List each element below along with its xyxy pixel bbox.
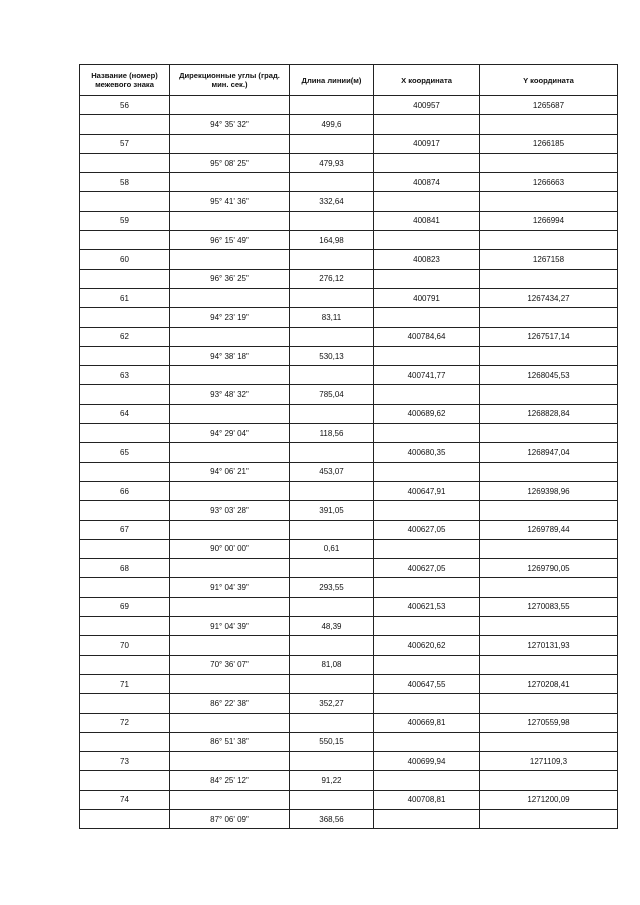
cell-x: 400621,53	[374, 597, 480, 616]
cell-x	[374, 115, 480, 134]
table-row-line	[80, 809, 618, 828]
cell-angle	[170, 752, 290, 771]
cell-angle: 86° 51' 38"	[170, 732, 290, 751]
cell-length	[290, 597, 374, 616]
cell-y	[480, 192, 618, 211]
table-row-point	[80, 752, 618, 771]
cell-x: 400669,81	[374, 713, 480, 732]
cell-name: 65	[80, 443, 170, 462]
cell-name: 73	[80, 752, 170, 771]
cell-name: 68	[80, 559, 170, 578]
cell-length	[290, 404, 374, 423]
cell-angle: 84° 25' 12"	[170, 771, 290, 790]
table-row-point	[80, 134, 618, 153]
cell-name: 67	[80, 520, 170, 539]
cell-x	[374, 308, 480, 327]
cell-angle	[170, 250, 290, 269]
cell-x	[374, 809, 480, 828]
cell-x	[374, 192, 480, 211]
cell-length: 81,08	[290, 655, 374, 674]
table-row-point	[80, 674, 618, 693]
table-row-line	[80, 192, 618, 211]
cell-y	[480, 732, 618, 751]
cell-y	[480, 153, 618, 172]
table-header-row	[80, 65, 618, 96]
cell-name	[80, 578, 170, 597]
table-row-point	[80, 250, 618, 269]
cell-angle	[170, 96, 290, 115]
cell-x: 400791	[374, 288, 480, 307]
cell-angle	[170, 713, 290, 732]
cell-length: 352,27	[290, 694, 374, 713]
cell-name: 60	[80, 250, 170, 269]
cell-x	[374, 694, 480, 713]
cell-length	[290, 366, 374, 385]
cell-name: 64	[80, 404, 170, 423]
cell-length: 391,05	[290, 501, 374, 520]
cell-name	[80, 501, 170, 520]
cell-x: 400917	[374, 134, 480, 153]
cell-angle: 94° 06' 21"	[170, 462, 290, 481]
table-row-line	[80, 501, 618, 520]
cell-y: 1271200,09	[480, 790, 618, 809]
table-row-point	[80, 288, 618, 307]
cell-length: 368,56	[290, 809, 374, 828]
cell-x	[374, 539, 480, 558]
cell-name	[80, 308, 170, 327]
cell-length	[290, 636, 374, 655]
cell-length: 479,93	[290, 153, 374, 172]
cell-y	[480, 501, 618, 520]
table-row-line	[80, 462, 618, 481]
cell-x	[374, 617, 480, 636]
cell-angle: 94° 29' 04"	[170, 424, 290, 443]
cell-x	[374, 385, 480, 404]
table-row-point	[80, 173, 618, 192]
cell-angle	[170, 520, 290, 539]
cell-name	[80, 346, 170, 365]
cell-x	[374, 346, 480, 365]
cell-y	[480, 809, 618, 828]
cell-length: 91,22	[290, 771, 374, 790]
cell-angle	[170, 674, 290, 693]
cell-x: 400957	[374, 96, 480, 115]
cell-length: 118,56	[290, 424, 374, 443]
cell-angle: 87° 06' 09"	[170, 809, 290, 828]
cell-y: 1269789,44	[480, 520, 618, 539]
cell-y: 1271109,3	[480, 752, 618, 771]
cell-y	[480, 115, 618, 134]
cell-length	[290, 250, 374, 269]
cell-x	[374, 771, 480, 790]
cell-angle	[170, 366, 290, 385]
cell-angle: 93° 48' 32"	[170, 385, 290, 404]
cell-angle	[170, 597, 290, 616]
cell-angle: 96° 15' 49"	[170, 231, 290, 250]
table-row-line	[80, 771, 618, 790]
header-length: Длина линии(м)	[290, 65, 374, 96]
cell-length	[290, 790, 374, 809]
cell-name	[80, 424, 170, 443]
cell-x: 400647,55	[374, 674, 480, 693]
cell-name	[80, 655, 170, 674]
cell-length	[290, 173, 374, 192]
cell-x: 400627,05	[374, 520, 480, 539]
cell-x	[374, 578, 480, 597]
cell-x: 400708,81	[374, 790, 480, 809]
cell-length: 276,12	[290, 269, 374, 288]
header-name: Название (номер) межевого знака	[80, 65, 170, 96]
cell-angle	[170, 288, 290, 307]
cell-angle	[170, 636, 290, 655]
cell-name	[80, 153, 170, 172]
header-x: X координата	[374, 65, 480, 96]
cell-length: 293,55	[290, 578, 374, 597]
header-y: Y координата	[480, 65, 618, 96]
cell-y	[480, 346, 618, 365]
cell-y: 1270083,55	[480, 597, 618, 616]
cell-y	[480, 694, 618, 713]
cell-name	[80, 539, 170, 558]
cell-angle: 95° 41' 36"	[170, 192, 290, 211]
cell-name: 70	[80, 636, 170, 655]
table-row-line	[80, 153, 618, 172]
cell-length	[290, 713, 374, 732]
cell-name: 57	[80, 134, 170, 153]
cell-y	[480, 578, 618, 597]
table-row-point	[80, 790, 618, 809]
table-row-line	[80, 655, 618, 674]
cell-name: 56	[80, 96, 170, 115]
cell-angle: 94° 35' 32"	[170, 115, 290, 134]
coordinates-table	[79, 64, 618, 829]
cell-length	[290, 674, 374, 693]
table-row-line	[80, 115, 618, 134]
cell-y	[480, 462, 618, 481]
table-row-point	[80, 96, 618, 115]
cell-y	[480, 231, 618, 250]
cell-x: 400741,77	[374, 366, 480, 385]
table-row-line	[80, 732, 618, 751]
cell-name: 74	[80, 790, 170, 809]
cell-y: 1266185	[480, 134, 618, 153]
cell-length	[290, 288, 374, 307]
cell-angle: 86° 22' 38"	[170, 694, 290, 713]
cell-angle	[170, 327, 290, 346]
cell-length	[290, 327, 374, 346]
cell-y: 1265687	[480, 96, 618, 115]
table-row-point	[80, 211, 618, 230]
cell-length	[290, 211, 374, 230]
cell-name: 61	[80, 288, 170, 307]
cell-length: 785,04	[290, 385, 374, 404]
table-row-point	[80, 559, 618, 578]
table-row-line	[80, 578, 618, 597]
cell-y	[480, 771, 618, 790]
cell-length	[290, 752, 374, 771]
cell-x: 400689,62	[374, 404, 480, 423]
table-row-line	[80, 617, 618, 636]
cell-angle: 70° 36' 07"	[170, 655, 290, 674]
cell-angle: 91° 04' 39"	[170, 617, 290, 636]
cell-y	[480, 424, 618, 443]
cell-length	[290, 481, 374, 500]
cell-angle	[170, 211, 290, 230]
header-angle: Дирекционные углы (град. мин. сек.)	[170, 65, 290, 96]
cell-length	[290, 559, 374, 578]
cell-y: 1267158	[480, 250, 618, 269]
cell-y	[480, 308, 618, 327]
table-row-line	[80, 694, 618, 713]
cell-y: 1268045,53	[480, 366, 618, 385]
cell-x: 400620,62	[374, 636, 480, 655]
cell-length: 499,6	[290, 115, 374, 134]
cell-angle	[170, 481, 290, 500]
cell-name	[80, 269, 170, 288]
cell-y	[480, 269, 618, 288]
cell-x	[374, 655, 480, 674]
cell-angle: 93° 03' 28"	[170, 501, 290, 520]
cell-name: 62	[80, 327, 170, 346]
table-row-point	[80, 481, 618, 500]
cell-length: 0,61	[290, 539, 374, 558]
cell-angle	[170, 173, 290, 192]
cell-angle	[170, 790, 290, 809]
cell-y	[480, 655, 618, 674]
cell-x	[374, 501, 480, 520]
cell-name	[80, 694, 170, 713]
cell-x: 400699,94	[374, 752, 480, 771]
cell-length: 48,39	[290, 617, 374, 636]
cell-y: 1270131,93	[480, 636, 618, 655]
cell-y: 1267517,14	[480, 327, 618, 346]
cell-angle: 96° 36' 25"	[170, 269, 290, 288]
cell-angle: 91° 04' 39"	[170, 578, 290, 597]
table-row-point	[80, 597, 618, 616]
cell-angle	[170, 404, 290, 423]
table-row-point	[80, 404, 618, 423]
cell-angle	[170, 559, 290, 578]
cell-name	[80, 115, 170, 134]
table-row-point	[80, 520, 618, 539]
cell-name: 66	[80, 481, 170, 500]
cell-length: 550,15	[290, 732, 374, 751]
cell-x: 400874	[374, 173, 480, 192]
cell-name	[80, 809, 170, 828]
cell-x: 400823	[374, 250, 480, 269]
cell-length: 530,13	[290, 346, 374, 365]
cell-angle	[170, 443, 290, 462]
cell-y: 1270208,41	[480, 674, 618, 693]
table-row-line	[80, 346, 618, 365]
cell-y: 1266994	[480, 211, 618, 230]
cell-length	[290, 520, 374, 539]
cell-y: 1267434,27	[480, 288, 618, 307]
cell-length: 83,11	[290, 308, 374, 327]
cell-name	[80, 231, 170, 250]
table-row-line	[80, 231, 618, 250]
cell-angle	[170, 134, 290, 153]
cell-name	[80, 771, 170, 790]
cell-length	[290, 134, 374, 153]
cell-y: 1266663	[480, 173, 618, 192]
cell-name: 58	[80, 173, 170, 192]
cell-name: 63	[80, 366, 170, 385]
cell-y: 1269398,96	[480, 481, 618, 500]
cell-x: 400784,64	[374, 327, 480, 346]
cell-length	[290, 443, 374, 462]
cell-x: 400841	[374, 211, 480, 230]
cell-x: 400680,35	[374, 443, 480, 462]
cell-angle: 94° 23' 19"	[170, 308, 290, 327]
cell-x	[374, 424, 480, 443]
cell-x	[374, 153, 480, 172]
table-row-point	[80, 327, 618, 346]
table-row-point	[80, 366, 618, 385]
cell-name	[80, 192, 170, 211]
cell-x	[374, 462, 480, 481]
cell-length: 164,98	[290, 231, 374, 250]
cell-y: 1269790,05	[480, 559, 618, 578]
cell-y	[480, 385, 618, 404]
cell-name	[80, 385, 170, 404]
cell-x	[374, 732, 480, 751]
cell-x	[374, 269, 480, 288]
cell-angle: 94° 38' 18"	[170, 346, 290, 365]
table-row-line	[80, 308, 618, 327]
cell-angle: 95° 08' 25"	[170, 153, 290, 172]
table-row-point	[80, 636, 618, 655]
cell-length	[290, 96, 374, 115]
cell-name	[80, 462, 170, 481]
cell-name: 71	[80, 674, 170, 693]
table-row-line	[80, 385, 618, 404]
cell-length: 332,64	[290, 192, 374, 211]
table-row-point	[80, 443, 618, 462]
cell-x: 400647,91	[374, 481, 480, 500]
cell-name	[80, 617, 170, 636]
table-row-line	[80, 424, 618, 443]
table-row-line	[80, 539, 618, 558]
cell-y	[480, 539, 618, 558]
cell-x: 400627,05	[374, 559, 480, 578]
cell-angle: 90° 00' 00"	[170, 539, 290, 558]
cell-name: 72	[80, 713, 170, 732]
cell-length: 453,07	[290, 462, 374, 481]
table-row-point	[80, 713, 618, 732]
cell-y: 1268828,84	[480, 404, 618, 423]
table-body	[80, 96, 618, 829]
cell-y	[480, 617, 618, 636]
table-row-line	[80, 269, 618, 288]
cell-name: 59	[80, 211, 170, 230]
cell-y: 1270559,98	[480, 713, 618, 732]
cell-name	[80, 732, 170, 751]
cell-name: 69	[80, 597, 170, 616]
cell-y: 1268947,04	[480, 443, 618, 462]
cell-x	[374, 231, 480, 250]
